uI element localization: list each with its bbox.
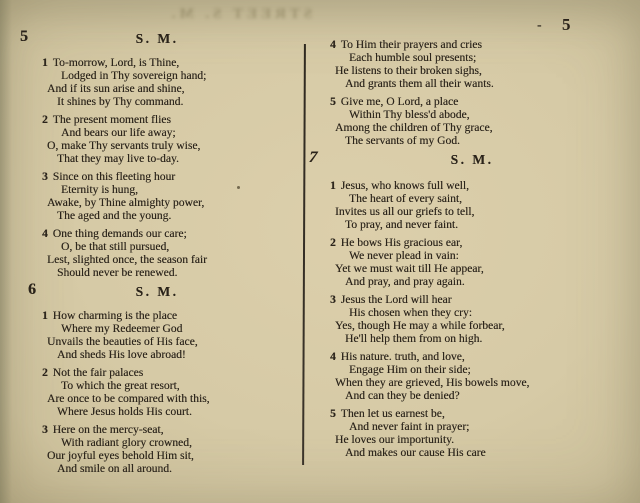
verse-text: Jesus the Lord will hear <box>340 293 452 306</box>
verse-text: Then let us earnest be, <box>340 407 445 420</box>
hymn-number: 7 <box>308 149 318 166</box>
verse-line <box>330 38 626 51</box>
verse-line: He listens to their broken sighs, <box>335 64 482 77</box>
verse-line: Lest, slighted once, the season fair <box>47 253 208 266</box>
verse-line: Eternity is hung, <box>61 183 138 196</box>
hymn-number: 5 <box>20 28 28 45</box>
verse-line: We never plead in vain: <box>349 249 459 262</box>
verse-line: With radiant glory crowned, <box>61 436 192 449</box>
verse-line: Awake, by Thine almighty power, <box>47 196 205 209</box>
verse <box>42 423 300 475</box>
left-column <box>14 28 300 480</box>
hymn-number: 6 <box>28 281 36 298</box>
verse-line: Engage Him on their side; <box>349 363 471 376</box>
verse-line <box>330 293 626 306</box>
verse-line: And if its sun arise and shine, <box>47 82 185 95</box>
verse-line <box>42 170 300 183</box>
verse-number: 1 <box>42 56 48 69</box>
right-column <box>308 30 626 464</box>
verse-line: To which the great resort, <box>61 379 180 392</box>
verse-text: Here on the mercy-seat, <box>52 423 164 436</box>
verse-text: One thing demands our care; <box>52 227 187 240</box>
verse-line <box>42 227 300 240</box>
verse-line: Where my Redeemer God <box>61 322 183 335</box>
verse-text: Since on this fleeting hour <box>52 170 176 183</box>
verse-line <box>42 309 300 322</box>
binding-edge-shadow <box>0 0 12 503</box>
verse <box>330 179 626 231</box>
verse-line: To pray, and never faint. <box>345 218 459 231</box>
verse-number: 2 <box>42 366 48 379</box>
verse-line: O, be that still pursued, <box>61 240 170 253</box>
verse-line: And can they be denied? <box>345 389 460 402</box>
verse-line: And never faint in prayer; <box>349 420 470 433</box>
verse-number: 3 <box>42 170 48 183</box>
verse-line: That they may live to-day. <box>57 152 179 165</box>
meter-label: S. M. <box>135 31 179 46</box>
verse-line: And pray, and pray again. <box>345 275 465 288</box>
meter-label: S. M. <box>450 152 494 167</box>
verse-line: Our joyful eyes behold Him sit, <box>47 449 194 462</box>
verse <box>330 38 626 90</box>
verse-line <box>42 366 300 379</box>
verse <box>42 227 300 279</box>
verse <box>330 407 626 459</box>
verse <box>42 366 300 418</box>
column-divider <box>302 44 306 465</box>
verse-line: Unvails the beauties of His face, <box>47 335 198 348</box>
verse-text: He bows His gracious ear, <box>340 236 463 249</box>
verse-line: The heart of every saint, <box>349 192 462 205</box>
verse-line: And makes our cause His care <box>345 446 486 459</box>
verse-line <box>42 56 300 69</box>
verse-number: 1 <box>42 309 48 322</box>
verse-line: Within Thy bless'd abode, <box>349 108 470 121</box>
verse-text: The present moment flies <box>52 113 171 126</box>
verse-line: And bears our life away; <box>61 126 176 139</box>
verse-text: His nature. truth, and love, <box>340 350 465 363</box>
bleedthrough-text: STREET S. M. <box>167 6 313 22</box>
verse <box>330 95 626 147</box>
verse-text: To Him their prayers and cries <box>340 38 482 51</box>
verse-line: Among the children of Thy grace, <box>335 121 493 134</box>
verse-text: To-morrow, Lord, is Thine, <box>52 56 180 69</box>
verse-line: Lodged in Thy sovereign hand; <box>61 69 207 82</box>
verse-line <box>42 423 300 436</box>
verse <box>330 236 626 288</box>
verse-text: How charming is the place <box>52 309 178 322</box>
verse-number: 2 <box>330 236 336 249</box>
verse-line <box>330 236 626 249</box>
verse-number: 2 <box>42 113 48 126</box>
hymn-heading <box>14 28 300 50</box>
verse-line: The aged and the young. <box>57 209 172 222</box>
verse-line: It shines by Thy command. <box>57 95 184 108</box>
verse-line: His chosen when they cry: <box>349 306 472 319</box>
meter-label: S. M. <box>135 284 179 299</box>
verse-number: 1 <box>330 179 336 192</box>
dash-mark: - <box>537 18 542 33</box>
verse <box>330 350 626 402</box>
verse-line: Each humble soul presents; <box>349 51 477 64</box>
hymn-heading <box>14 281 300 303</box>
verse-line: Where Jesus holds His court. <box>57 405 192 418</box>
verse-text: Jesus, who knows full well, <box>340 179 469 192</box>
verse-line: And smile on all around. <box>57 462 172 475</box>
verse-line <box>330 407 626 420</box>
verse-line: The servants of my God. <box>345 134 460 147</box>
verse-number: 4 <box>330 38 336 51</box>
hymn-heading <box>308 149 626 171</box>
page-number: 5 <box>562 15 571 34</box>
verse-number: 4 <box>42 227 48 240</box>
verse-line <box>330 350 626 363</box>
verse-number: 5 <box>330 95 336 108</box>
verse-line: And grants them all their wants. <box>345 77 494 90</box>
verse-line: When they are grieved, His bowels move, <box>335 376 530 389</box>
verse-line <box>42 113 300 126</box>
verse-number: 3 <box>42 423 48 436</box>
verse-line: Should never be renewed. <box>57 266 178 279</box>
verse-line: Yes, though He may a while forbear, <box>335 319 505 332</box>
verse-number: 4 <box>330 350 336 363</box>
verse-text: Give me, O Lord, a place <box>340 95 459 108</box>
verse-line: Invites us all our griefs to tell, <box>335 205 475 218</box>
verse-number: 5 <box>330 407 336 420</box>
verse-line: O, make Thy servants truly wise, <box>47 139 201 152</box>
verse-line: And sheds His love abroad! <box>57 348 186 361</box>
verse-text: Not the fair palaces <box>52 366 144 379</box>
verse-line <box>330 95 626 108</box>
verse <box>42 113 300 165</box>
verse-line: Are once to be compared with this, <box>47 392 210 405</box>
verse <box>330 293 626 345</box>
verse-line <box>330 179 626 192</box>
verse <box>42 170 300 222</box>
verse <box>42 56 300 108</box>
verse-line: Yet we must wait till He appear, <box>335 262 484 275</box>
verse <box>42 309 300 361</box>
verse-line: He'll help them from on high. <box>345 332 483 345</box>
verse-number: 3 <box>330 293 336 306</box>
verse-line: He loves our importunity. <box>335 433 455 446</box>
